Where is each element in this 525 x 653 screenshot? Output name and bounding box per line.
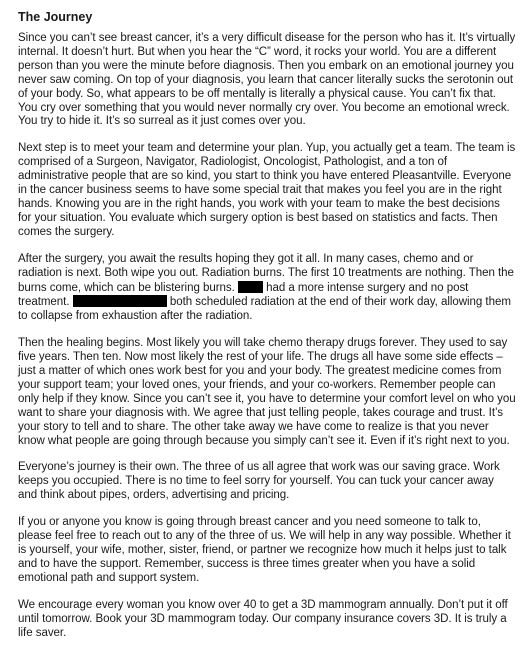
paragraph-diagnosis: Since you can’t see breast cancer, it’s a very difficult disease for the person who has it. It’s virtually internal. It doesn’t hurt. But when you hear the “C” word, it rocks your world. You are a different person than you were the minute before diagnosis. Then you embark on an emotional journey you never saw coming. On top of your diagnosis, you learn that cancer literally sucks the serotonin out of your body. So, what appears to be off mentally is literally a physical cause. You can’t fix that. You cry over something that you would never normally cry over. You become an emotional wreck. You try to hide it. It’s so surreal as it just comes over you.	[18, 32, 516, 128]
document-title: The Journey	[18, 10, 93, 24]
paragraph-surgery-text-3: both scheduled radiation at the end of their work day, allowing them to collapse from exhaustion after the radiation.	[18, 296, 511, 323]
redaction-box	[73, 295, 167, 307]
redaction-box	[238, 281, 263, 293]
paragraph-team: Next step is to meet your team and determine your plan. Yup, you actually get a team. The team is comprised of a Surgeon, Navigator, Radiologist, Oncologist, Pathologist, and a ton of administrative people that are so kind, you start to think you have entered Pleasantville. Everyone in the cancer business seems to have some special trait that makes you feel you are in the right hands. Knowing you are in the right hands, you work with your team to make the best decisions for your situation. You evaluate which surgery option is best based on statistics and facts. Then comes the surgery.	[18, 142, 516, 238]
paragraph-healing: Then the healing begins. Most likely you will take chemo therapy drugs forever. They used to say five years. Then ten. Now most likely the rest of your life. The drugs all have some side effects – just a matter of which ones work best for you and your body. The greatest medicine comes from your support team; your loved ones, your friends, and your co-workers. Remember people can only help if they know. Since you can’t see it, you have to determine your comfort level on who you want to share your diagnosis with. We agree that just telling people, takes courage and trust. It’s your story to tell and to share. The other take away we have come to realize is that you never know what people are going through because you simply can’t see it. Even if it’s right next to you.	[18, 337, 516, 447]
paragraph-surgery-text-2: had a more intense surgery and no post treatment.	[18, 281, 469, 309]
document-page	[18, 9, 516, 653]
paragraph-work: Everyone’s journey is their own. The three of us all agree that work was our saving grace. Work keeps you occupied. There is no time to feel sorry for yourself. You can tuck your cancer away and think about pipes, orders, advertising and pricing.	[18, 461, 500, 502]
paragraph-surgery	[18, 253, 516, 325]
paragraph-reach-out: If you or anyone you know is going through breast cancer and you need someone to talk to, please feel free to reach out to any of the three of us. We will help in any way possible. Whether it is yourself, your wife, mother, sister, friend, or partner we recognize how much it helps just to talk and to have the support. Remember, success is three times greater when you have a solid emotional path and support system.	[18, 516, 511, 584]
paragraph-surgery-text-1: After the surgery, you await the results hoping they got it all. In many cases, chemo and or radiation is next. Both wipe you out. Radiation burns. The first 10 treatments are nothing. Then the burns come, which can be blistering burns.	[18, 252, 514, 294]
paragraph-mammogram: We encourage every woman you know over 40 to get a 3D mammogram annually. Don’t put it off until tomorrow. Book your 3D mammogram today. Our company insurance covers 3D. It is truly a life saver.	[18, 598, 508, 639]
